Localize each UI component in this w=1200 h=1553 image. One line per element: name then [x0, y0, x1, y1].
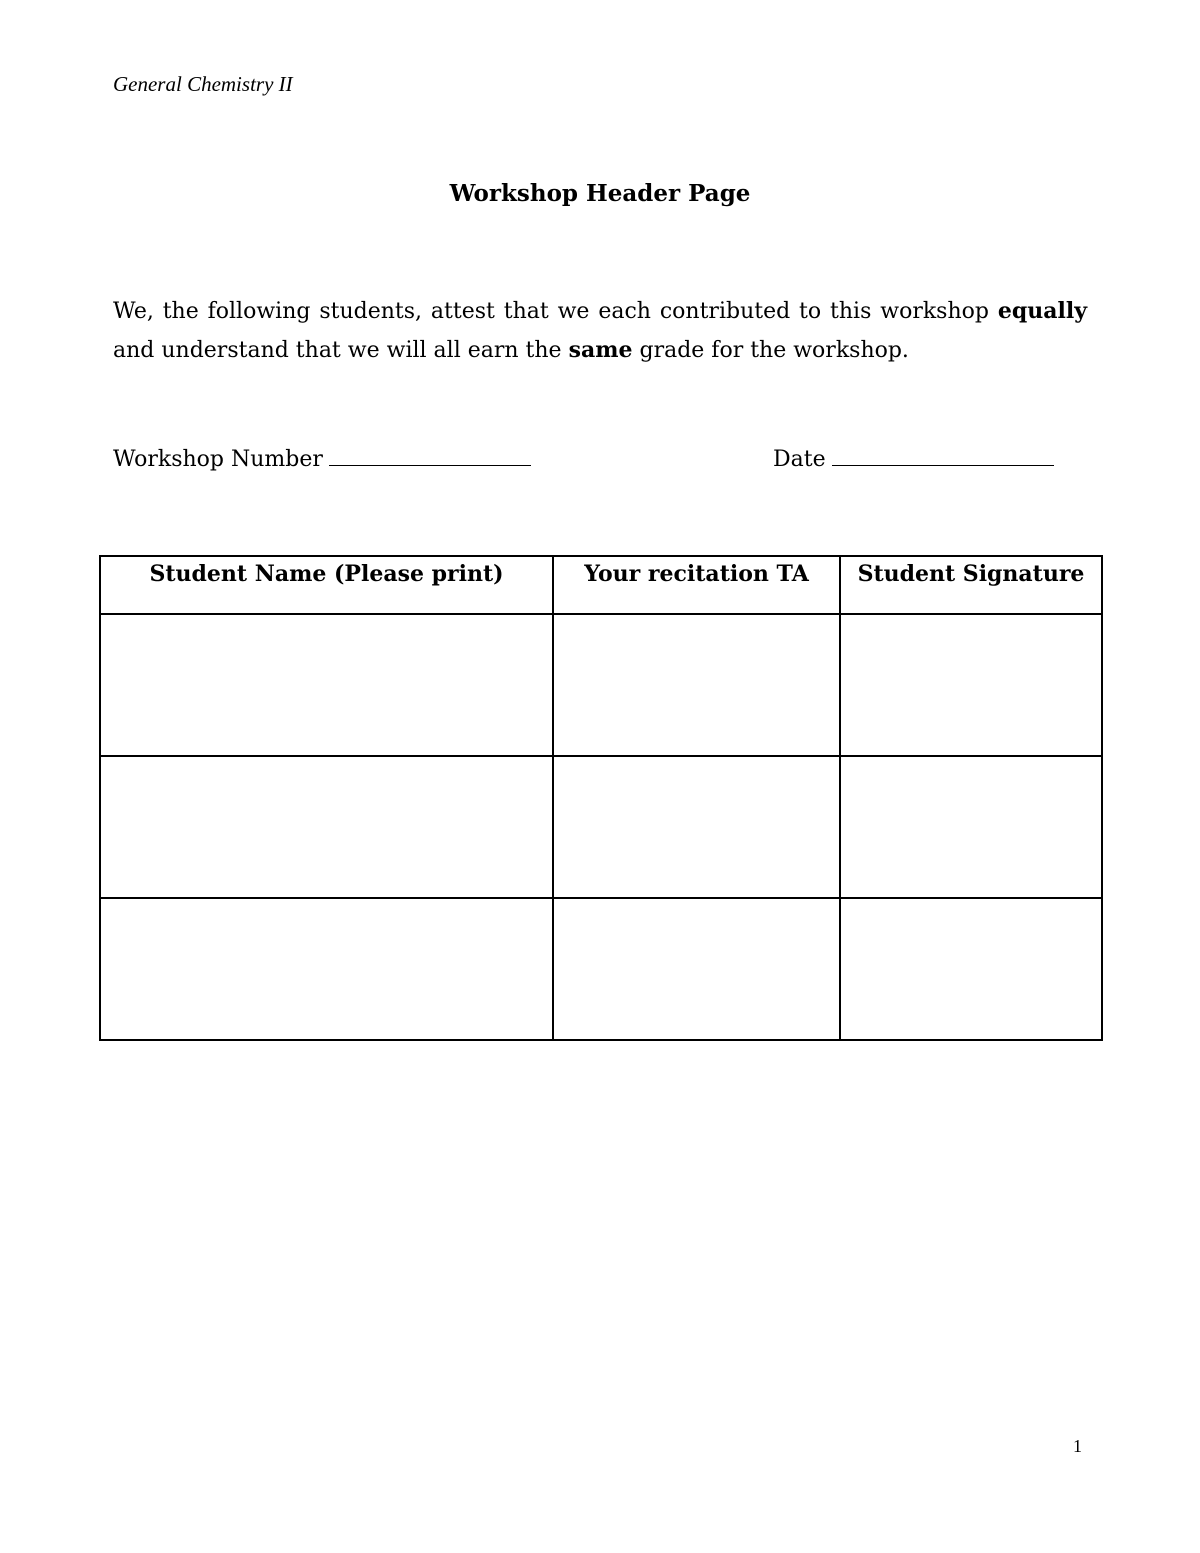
table-row [100, 756, 1102, 898]
column-header-student-name: Student Name (Please print) [100, 556, 553, 614]
signature-cell[interactable] [840, 756, 1102, 898]
table-header-row [100, 556, 1102, 614]
date-label: Date [773, 447, 826, 472]
emphasis-same: same [568, 337, 633, 363]
signature-cell[interactable] [840, 898, 1102, 1040]
workshop-number-field [113, 444, 531, 472]
date-blank[interactable] [832, 444, 1054, 466]
running-header: General Chemistry II [113, 72, 293, 96]
attestation-text: and understand that we will all earn the [113, 338, 569, 363]
student-name-cell[interactable] [100, 614, 553, 756]
workshop-number-blank[interactable] [329, 444, 531, 466]
table-row [100, 898, 1102, 1040]
page-title: Workshop Header Page [449, 180, 751, 207]
recitation-ta-cell[interactable] [553, 614, 840, 756]
attestation-statement [113, 292, 1087, 370]
date-field [773, 444, 1054, 472]
student-name-cell[interactable] [100, 898, 553, 1040]
signature-cell[interactable] [840, 614, 1102, 756]
emphasis-equally: equally [997, 298, 1087, 324]
table-row [100, 614, 1102, 756]
recitation-ta-cell[interactable] [553, 756, 840, 898]
workshop-number-label: Workshop Number [113, 447, 323, 472]
student-roster-table [99, 555, 1103, 1041]
page-number: 1 [1073, 1436, 1082, 1456]
column-header-student-signature: Student Signature [840, 556, 1102, 614]
student-name-cell[interactable] [100, 756, 553, 898]
attestation-text: We, the following students, attest that we each contributed to this workshop [113, 299, 998, 324]
recitation-ta-cell[interactable] [553, 898, 840, 1040]
column-header-recitation-ta: Your recitation TA [553, 556, 840, 614]
attestation-text: grade for the workshop. [632, 338, 909, 363]
